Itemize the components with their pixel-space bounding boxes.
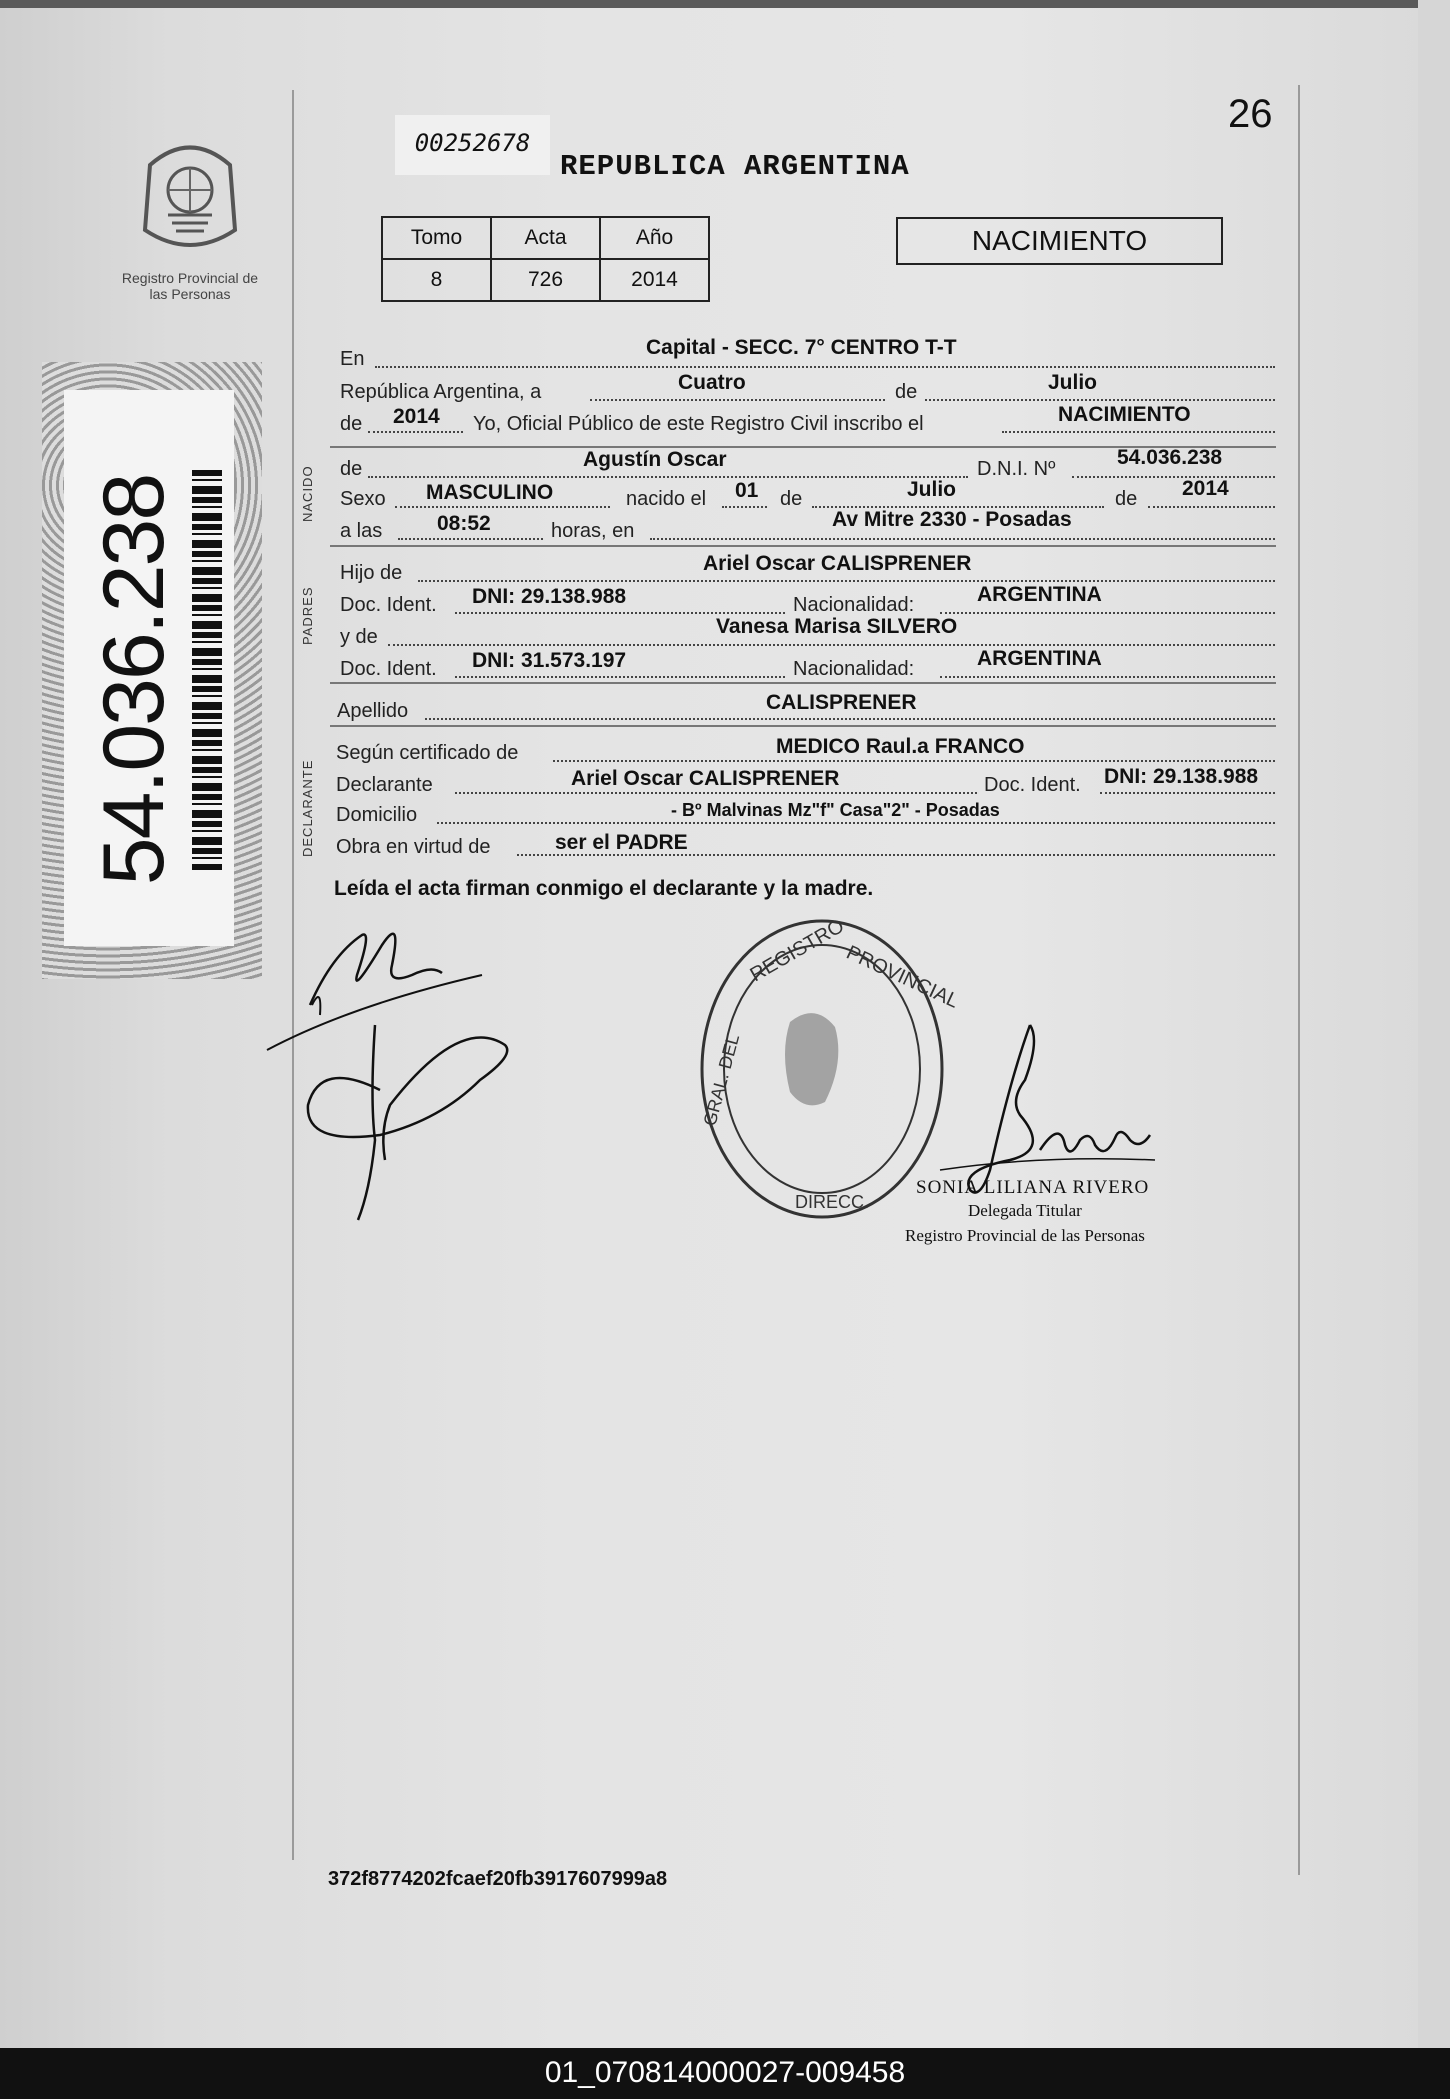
dotline (1100, 792, 1275, 794)
value-declarante-doc: DNI: 29.138.988 (1104, 765, 1259, 788)
value-nac-mes: Julio (907, 478, 957, 501)
value-tipo: NACIMIENTO (1058, 403, 1191, 426)
dotline (650, 538, 1275, 540)
value-domicilio: - Bº Malvinas Mz"f" Casa"2" - Posadas (671, 800, 1000, 820)
svg-text:GRAL. DEL: GRAL. DEL (699, 1032, 744, 1129)
dotline (455, 676, 785, 678)
dotline (940, 612, 1275, 614)
value-apellido: CALISPRENER (766, 691, 917, 714)
dotline (553, 760, 1275, 762)
value-padre-nac: ARGENTINA (977, 583, 1102, 606)
label-en: En (340, 348, 365, 370)
table-header-row (382, 217, 709, 259)
act-type-box: NACIMIENTO (896, 217, 1223, 265)
table-value-row (382, 259, 709, 301)
dotline (425, 718, 1275, 720)
value-madre-doc: DNI: 31.573.197 (472, 649, 627, 672)
label-obra: Obra en virtud de (336, 836, 491, 858)
barcode-panel (64, 390, 234, 946)
dotline (455, 792, 977, 794)
dotline (590, 399, 885, 401)
closing-statement: Leída el acta firman conmigo el declarante y la madre. (334, 877, 874, 900)
registry-label: Registro Provincial de las Personas (121, 270, 259, 302)
dotline (1002, 431, 1275, 433)
dotline (1148, 506, 1275, 508)
value-tomo: 8 (382, 259, 491, 301)
value-declarante: Ariel Oscar CALISPRENER (571, 767, 840, 790)
value-nac-dia: 01 (735, 479, 759, 502)
serial-number: 00252678 (395, 115, 550, 175)
barcode-number: 54.036.238 (86, 474, 182, 886)
label-declarante: Declarante (336, 774, 433, 796)
label-nacionalidad-madre: Nacionalidad: (793, 658, 915, 680)
svg-text:DIRECC.: DIRECC. (795, 1192, 870, 1212)
label-republica: República Argentina, a (340, 381, 542, 403)
value-lugar-nac: Av Mitre 2330 - Posadas (832, 508, 1072, 531)
label-segun: Según certificado de (336, 742, 519, 764)
label-y-de: y de (340, 626, 378, 648)
label-hijo-de: Hijo de (340, 562, 403, 584)
dotline (418, 580, 1275, 582)
label-doc-ident-declarante: Doc. Ident. (984, 774, 1081, 796)
value-dia: Cuatro (678, 371, 746, 394)
value-lugar: Capital - SECC. 7° CENTRO T-T (646, 336, 957, 359)
value-certificado: MEDICO Raul.a FRANCO (776, 735, 1025, 758)
value-hora: 08:52 (437, 512, 491, 535)
dotline (455, 612, 785, 614)
value-obra: ser el PADRE (555, 831, 688, 854)
dotline (395, 506, 610, 508)
tomo-acta-table (381, 216, 710, 302)
label-nacido-el: nacido el (626, 488, 707, 510)
separator-2 (330, 545, 1276, 547)
official-name: SONIA LILIANA RIVERO (916, 1177, 1150, 1198)
dotline (368, 476, 968, 478)
header-tomo: Tomo (382, 217, 491, 259)
barcode-card (42, 362, 262, 979)
dotline (437, 822, 1275, 824)
label-domicilio: Domicilio (336, 804, 418, 826)
dotline (1072, 476, 1275, 478)
dotline (388, 644, 1275, 646)
value-dni: 54.036.238 (1117, 446, 1223, 469)
svg-text:REGISTRO: REGISTRO (746, 915, 848, 987)
label-nacionalidad-padre: Nacionalidad: (793, 594, 915, 616)
label-doc-ident-padre: Doc. Ident. (340, 594, 437, 616)
page-number: 26 (1228, 92, 1273, 136)
section-declarante: DECLARANTE (300, 759, 315, 857)
label-de-mes: de (780, 488, 803, 510)
value-padre-doc: DNI: 29.138.988 (472, 585, 627, 608)
right-margin-line (1298, 85, 1300, 1875)
label-sexo: Sexo (340, 488, 386, 510)
barcode-bars (192, 470, 222, 870)
value-madre: Vanesa Marisa SILVERO (716, 615, 958, 638)
document-hash: 372f8774202fcaef20fb3917607999a8 (328, 1868, 668, 1890)
official-office: Registro Provincial de las Personas (905, 1226, 1145, 1245)
section-nacido: NACIDO (300, 465, 315, 522)
value-anio: 2014 (393, 405, 440, 428)
svg-text:PROVINCIAL: PROVINCIAL (842, 941, 962, 1013)
scan-footer-id: 01_070814000027-009458 (0, 2048, 1450, 2099)
value-mes: Julio (1048, 371, 1098, 394)
header-anio: Año (600, 217, 709, 259)
dotline (398, 538, 543, 540)
section-padres: PADRES (300, 586, 315, 645)
dotline (368, 431, 463, 433)
dotline (925, 399, 1275, 401)
value-sexo: MASCULINO (426, 481, 554, 504)
value-anio: 2014 (600, 259, 709, 301)
label-a-las: a las (340, 520, 383, 542)
label-dni: D.N.I. Nº (977, 458, 1056, 480)
value-nac-anio: 2014 (1182, 477, 1229, 500)
document-title: REPUBLICA ARGENTINA (560, 150, 910, 183)
value-nombre: Agustín Oscar (583, 448, 727, 471)
separator-4 (330, 725, 1276, 727)
label-de-anio: de (340, 413, 363, 435)
dotline (375, 366, 1275, 368)
header-acta: Acta (491, 217, 600, 259)
value-madre-nac: ARGENTINA (977, 647, 1102, 670)
value-padre: Ariel Oscar CALISPRENER (703, 552, 972, 575)
value-acta: 726 (491, 259, 600, 301)
separator-3 (330, 682, 1276, 684)
dotline (722, 506, 767, 508)
mother-signature-icon (300, 1020, 520, 1230)
label-de: de (895, 381, 918, 403)
label-yo: Yo, Oficial Público de este Registro Civil inscribo el (473, 413, 924, 435)
label-horas-en: horas, en (551, 520, 635, 542)
label-de-nombre: de (340, 458, 363, 480)
official-role: Delegada Titular (968, 1201, 1082, 1220)
label-doc-ident-madre: Doc. Ident. (340, 658, 437, 680)
scan-edge (1418, 0, 1450, 2099)
label-apellido: Apellido (337, 700, 409, 722)
province-seal-icon (130, 135, 250, 265)
dotline (940, 676, 1275, 678)
label-de-year: de (1115, 488, 1138, 510)
